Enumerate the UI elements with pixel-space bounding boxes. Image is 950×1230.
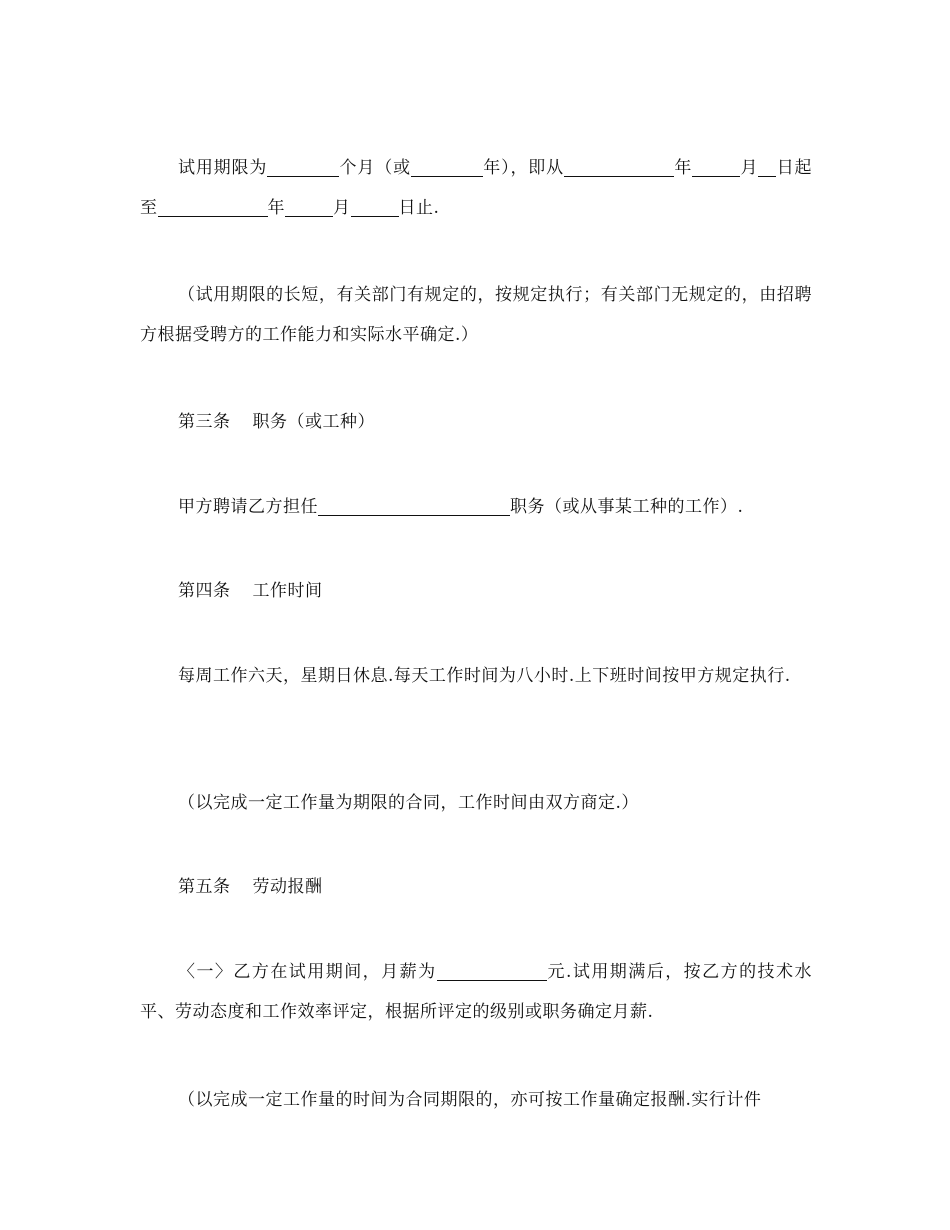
- text-segment: 职务（或从事某工种的工作）.: [510, 497, 744, 517]
- article-number: 第四条: [178, 581, 231, 601]
- piecework-note-paragraph: （以完成一定工作量的时间为合同期限的，亦可按工作量确定报酬.实行计件: [178, 1090, 762, 1110]
- working-hours-note-paragraph: （以完成一定工作量为期限的合同，工作时间由双方商定.）: [178, 793, 639, 813]
- start-month-blank: [692, 154, 740, 177]
- text-segment: 年: [673, 158, 693, 178]
- end-day-blank: [351, 194, 399, 217]
- probation-period-paragraph: [140, 148, 812, 228]
- text-segment: 月: [740, 158, 759, 178]
- start-day-blank: [758, 154, 776, 177]
- text-segment: 个月（或: [339, 158, 411, 178]
- position-paragraph: [140, 487, 812, 527]
- article-4-heading: [178, 571, 323, 611]
- article-title: 职务（或工种）: [252, 412, 375, 432]
- salary-blank: [437, 958, 547, 981]
- months-blank: [267, 154, 339, 177]
- position-blank: [318, 493, 510, 516]
- article-5-heading: [178, 867, 323, 907]
- years-blank: [411, 154, 483, 177]
- text-segment: 日起至: [140, 158, 813, 218]
- probation-note-paragraph: （试用期限的长短，有关部门有规定的，按规定执行；有关部门无规定的，由招聘方根据受聘方的工作能力和实际水平确定.）: [140, 285, 812, 345]
- working-hours-paragraph: 每周工作六天，星期日休息.每天工作时间为八小时.上下班时间按甲方规定执行.: [178, 666, 791, 686]
- article-number: 第三条: [178, 412, 231, 432]
- end-year-blank: [158, 194, 268, 217]
- article-title: 劳动报酬: [252, 877, 323, 897]
- text-segment: 甲方聘请乙方担任: [178, 497, 318, 517]
- text-segment: 年: [267, 198, 285, 218]
- article-3-heading: [178, 402, 375, 442]
- start-year-blank: [564, 154, 674, 177]
- text-segment: 元.试用期满后，按乙方的技术水平、劳动态度和工作效率评定，根据所评定的级别或职务确定月薪.: [140, 962, 812, 1022]
- end-month-blank: [285, 194, 333, 217]
- text-segment: 〈一〉乙方在试用期间，月薪为: [178, 962, 437, 982]
- text-segment: 日止.: [398, 198, 440, 218]
- text-segment: 试用期限为: [178, 158, 268, 178]
- article-title: 工作时间: [252, 581, 323, 601]
- salary-paragraph: [140, 952, 812, 1032]
- text-segment: 年），即从: [482, 158, 564, 178]
- text-segment: 月: [333, 198, 351, 218]
- article-number: 第五条: [178, 877, 231, 897]
